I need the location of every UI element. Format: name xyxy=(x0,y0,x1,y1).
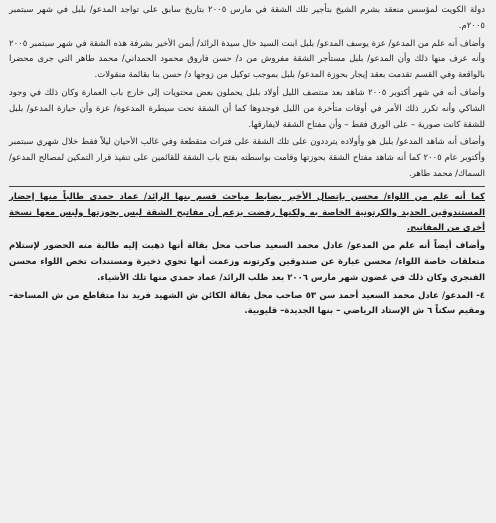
section-divider xyxy=(9,186,485,187)
paragraph-6: وأضاف أيضاً أنه علم من المدعو/ عادل محمد السعيد صاحب محل بقالة أنها ذهبت إليه طالبة منه الحضور لإستلام متعلقات خاصة اللواء/ محسن عبارة عن صندوقين وكرتونه وزعمت أنها تحوي ذخيرة ومستندات تخص اللواء محسن الفنجري وكان ذلك في غضون شهر مارس ٢٠٠٦ بعد طلب الرائد/ عماد حمدي منها تلك الأشياء. xyxy=(9,241,485,283)
paragraph-7: ٤- المدعو/ عادل محمد السعيد أحمد سن ٥٣ صاحب محل بقالة الكائن ش الشهيد فريد ندا متقاطع من ش المساحة– ومقيم سكناً ٦ ش الإستاد الرياضي – بنها الجديدة– قليوبية. xyxy=(9,290,485,317)
paragraph-3: وأضاف أنه في شهر أكتوبر ٢٠٠٥ شاهد بعد منتصف الليل أولاد بلبل يحملون بعض محتويات إلى خارج باب العمارة وكان ذلك في وجود الشاكي وأنه تكرر ذلك الأمر في أوقات متأخرة من الليل فوجدوها كما أن الشقة تحت سيطرة المدعوة/ عزة وأن حيازة المدعو/ بلبل للشقة كانت صورية – على الورق فقط – وأن مفتاح الشقة لايفارقها. xyxy=(9,87,485,130)
paragraph-5: كما أنه علم من اللواء/ محسن بإتصال الأخير بضابط مباحث قسم بنها الرائد/ عماد حمدي طالباً منها إحضار المستندوقين الحديد والكرتونية الخاصة به ولكنها رفضت بزعم أن مفاتيح الشقة ليس بحوزتها ولبس معها نسخة أخرى من المفاتيح. xyxy=(9,191,485,234)
paragraph-1: دولة الكويت لمؤسس منعقد بشرم الشيخ بتأجير تلك الشقة في مارس ٢٠٠٥ بتاريخ سابق على تواجد المدعو/ بلبل في شهر سبتمبر ٢٠٠٥م. xyxy=(9,5,485,31)
paragraph-4: وأضاف أنه شاهد المدعو/ بلبل هو وأولاده يترددون على تلك الشقة على فترات متقطعة وفي غالب الأحيان ليلاً فقط خلال شهري سبتمبر وأكتوبر عام ٢٠٠٥ كما أنه شاهد مفتاح الشقة بحوزتها وقامت بواسطته بفتح باب الشقة للقائمين على تنفيذ قرار التمكين لمصالح المدعو/ السماك/ محمد طاهر. xyxy=(9,137,486,179)
paragraph-2: وأضاف أنه علم من المدعو/ عزة يوسف المدعو/ بلبل ابنت السيد خال سيدة الرائد/ أيمن الأخير بشرفة هذه الشقة في شهر سبتمبر ٢٠٠٥ وأنه عرف منها ذلك وأن المدعو/ بلبل مستأجر الشقة مفروش من د/ حسن فاروق محمود الحمداني/ محمد طاهر التي جرى محضرا بالواقعة وفي القسم تقدمت بعقد إيجار بحوزة المدعو/ بلبل بموجب توكيل من زوجها د/ حسن بنا بقائمة منقولات. xyxy=(9,38,485,81)
